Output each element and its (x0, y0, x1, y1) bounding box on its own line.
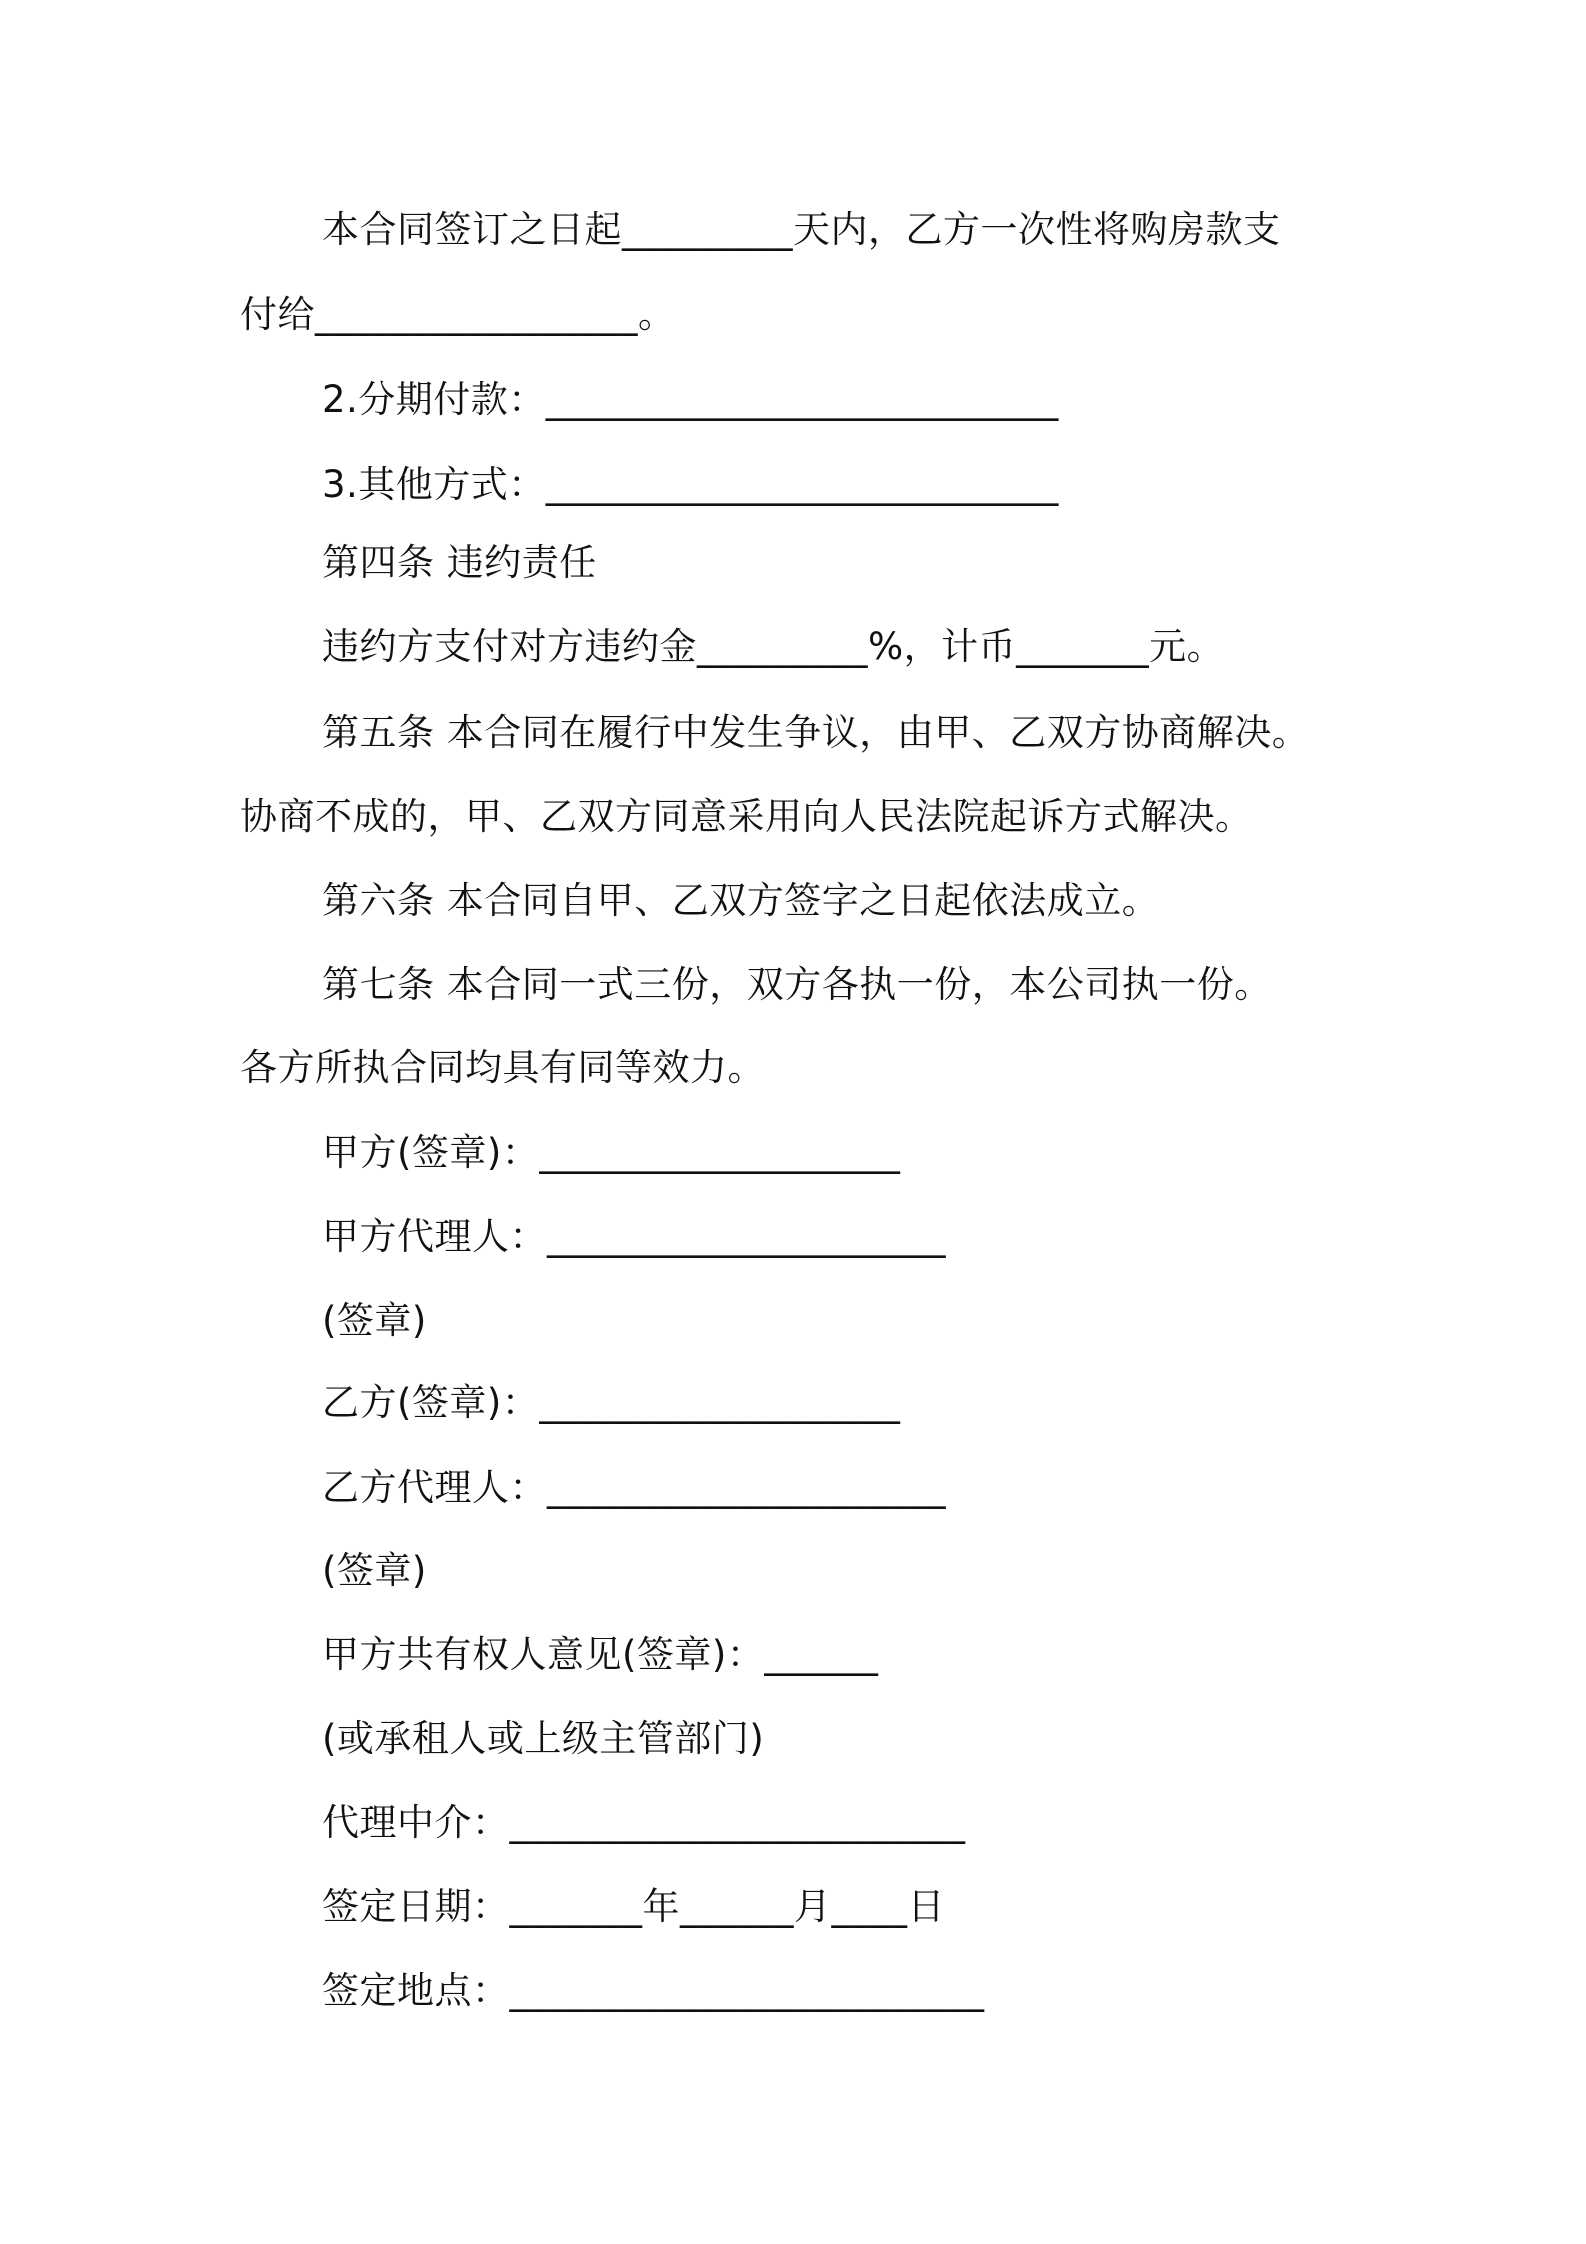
article-seven-continued: 各方所执合同均具有同等效力。 (240, 1046, 765, 1089)
other-payment-text: 3.其他方式：___________________________ (322, 463, 1059, 506)
article-six-text: 第六条 本合同自甲、乙双方签字之日起依法成立。 (322, 879, 1160, 922)
signing-place-line: 签定地点：_________________________ (322, 1969, 985, 2012)
party-a-agent-line: 甲方代理人：_____________________ (322, 1215, 946, 1258)
party-b-signature-line: 乙方(签章)：___________________ (322, 1381, 901, 1424)
penalty-text: 违约方支付对方违约金_________%，计币_______元。 (322, 625, 1225, 668)
article-four-heading: 第四条 违约责任 (322, 541, 597, 584)
party-b-agent-seal-note: (签章) (322, 1549, 427, 1592)
installment-payment-text: 2.分期付款：___________________________ (322, 378, 1059, 421)
article-five-text: 第五条 本合同在履行中发生争议，由甲、乙双方协商解决。 (322, 711, 1310, 754)
signing-date-line: 签定日期：_______年______月____日 (322, 1885, 945, 1928)
payment-recipient-text: 付给_________________。 (240, 293, 676, 336)
agency-line: 代理中介：________________________ (322, 1801, 966, 1844)
article-five-continued: 协商不成的，甲、乙双方同意采用向人民法院起诉方式解决。 (240, 795, 1253, 838)
co-owner-alternatives: (或承租人或上级主管部门) (322, 1717, 765, 1760)
party-a-agent-seal-note: (签章) (322, 1299, 427, 1342)
co-owner-opinion-line: 甲方共有权人意见(签章)：______ (322, 1633, 879, 1676)
payment-deadline-text: 本合同签订之日起_________天内，乙方一次性将购房款支 (322, 208, 1281, 251)
article-seven-text: 第七条 本合同一式三份，双方各执一份，本公司执一份。 (322, 963, 1272, 1006)
party-b-agent-line: 乙方代理人：_____________________ (322, 1466, 946, 1509)
party-a-signature-line: 甲方(签章)：___________________ (322, 1131, 901, 1174)
